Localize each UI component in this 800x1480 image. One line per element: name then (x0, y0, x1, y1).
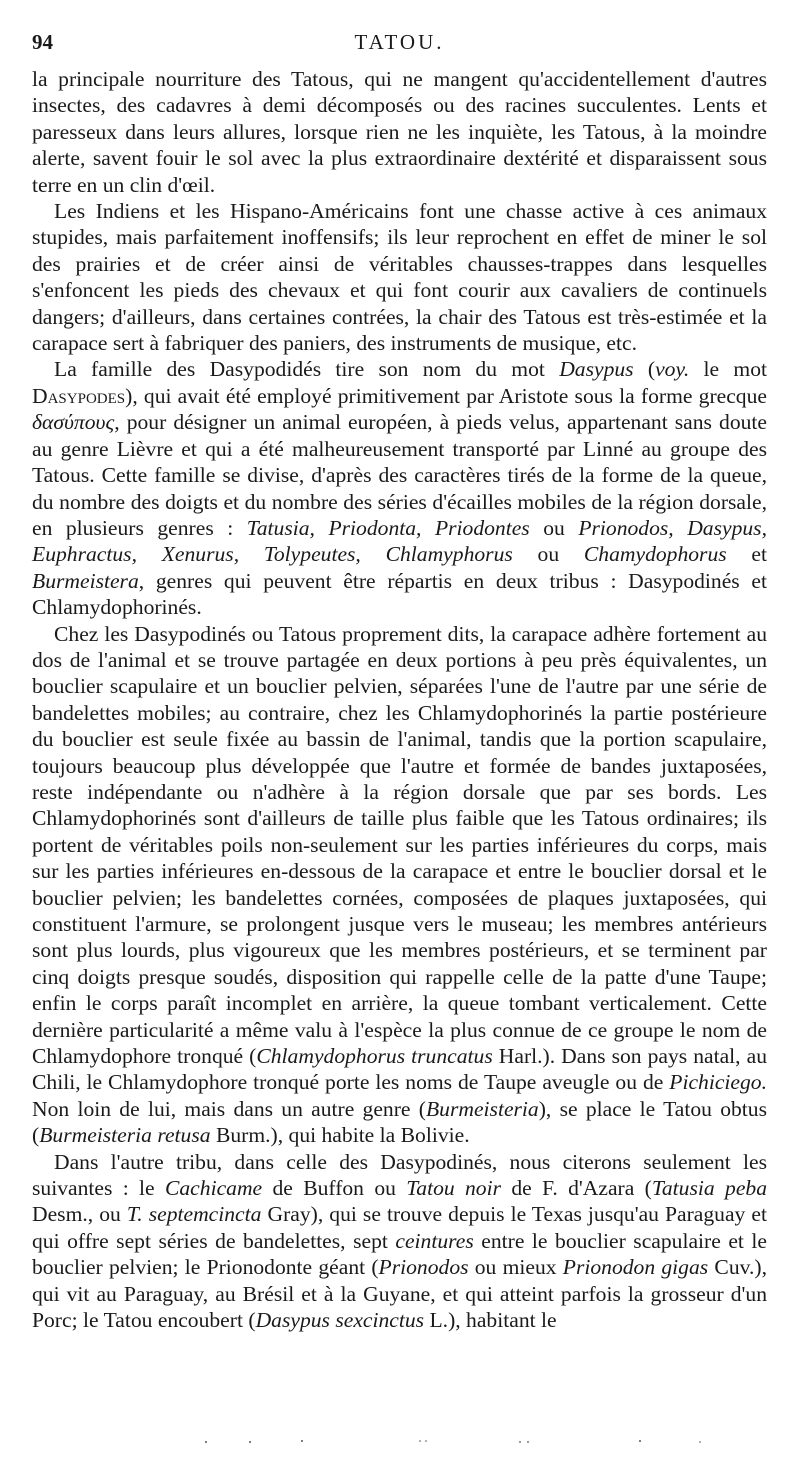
italic-term: Burmeisteria retusa (39, 1123, 211, 1148)
text-run: de Buffon ou (262, 1176, 407, 1201)
text-run: ou (512, 542, 584, 567)
text-run: de F. d'Azara ( (501, 1176, 652, 1201)
italic-term: Burmeisteria (425, 1096, 539, 1121)
italic-term: Prionodos, Dasypus, Euphractus, Xenurus, Tolypeutes, Chlamyphorus (32, 515, 767, 567)
greek-term: δασύπους (32, 410, 115, 435)
text-run: Cuv.), qui vit au Paraguay, au Brésil et à la Guyane, et qui atteint parfois la grosseur d'un Porc; le Tatou encoubert ( (32, 1255, 767, 1333)
italic-term: Tatusia, Priodonta, Priodontes (246, 515, 530, 540)
text-run: le mot (689, 357, 767, 382)
italic-term: Dasypus sexcinctus (255, 1308, 425, 1333)
italic-term: T. septemcincta (126, 1202, 262, 1227)
text-run: ou (529, 515, 579, 540)
text-run: , genres qui peuvent être répartis en deux tribus : Dasypodinés et Chlamydophorinés. (32, 568, 767, 620)
page-number: 94 (32, 30, 53, 54)
paragraph-3 (32, 356, 767, 620)
text-run: entre le bouclier scapulaire et le bouclier pelvien; le Prionodonte géant ( (32, 1228, 767, 1280)
paragraph-2 (32, 198, 767, 356)
text-run: Chez les Dasypodinés ou Tatous proprement dits, la carapace adhère fortement au dos de l'animal et se trouve partagée en deux portions à peu près équivalentes, un bouclier scapulaire et un bouclier pelvien, séparées l'une de l'autre par une série de bandelettes mobiles; au contraire, chez les Chlamydophorinés la partie postérieure du bouclier est seule fixée au bassin de l'animal, tandis que la portion scapulaire, toujours beaucoup plus développée que l'autre et formée de bandes juxtaposées, reste indépendante ou n'adhère à la région dorsale que par ses bords. Les Chlamydophorinés sont d'ailleurs de taille plus faible que les Tatous ordinaires; ils portent de véritables poils non-seulement sur les parties inférieures du corps, mais sur les parties inférieures en-dessous de la carapace et entre le bouclier dorsal et le bouclier pelvien; les bandelettes cornées, composées de plaques juxtaposées, qui constituent l'armure, se prolongent jusque vers le museau; les membres antérieurs sont plus lourds, plus vigoureux que les membres postérieurs, et se terminent par cinq doigts presque soudés, disposition qui rappelle celle de la patte d'une Taupe; enfin le corps paraît incomplet en arrière, la queue tombant verticalement. Cette dernière particularité a même valu à l'espèce la plus connue de ce groupe le nom de Chlamydophore tronqué ( (32, 621, 767, 1069)
italic-term: Dasypus (559, 357, 634, 382)
italic-term: Chamydophorus (583, 542, 727, 567)
text-run: ), qui avait été employé primitivement par Aristote sous la forme grecque (125, 383, 767, 408)
paragraph-1-text: la principale nourriture des Tatous, qui ne mangent qu'accidentellement d'autres insectes, des cadavres à demi décomposés ou des racines succulentes. Lents et paresseux dans leurs allures, lorsque rien ne les inquiète, les Tatous, à la moindre alerte, savent fouir le sol avec la plus extraordinaire dextérité et disparaissent sous terre en un clin d'œil. (32, 67, 767, 197)
small-caps-term: Dasypodes (32, 383, 126, 408)
text-run: Burm.), qui habite la Bolivie. (210, 1123, 470, 1148)
italic-term: ceintures (395, 1228, 474, 1253)
text-run: Non loin de lui, mais dans un autre genre ( (32, 1096, 426, 1121)
text-run: ou mieux (468, 1255, 563, 1280)
italic-term: Cachicame (164, 1176, 263, 1201)
text-run: ( (633, 357, 656, 382)
paragraph-4 (32, 621, 767, 1149)
italic-term: Chlamydophorus truncatus (256, 1044, 493, 1069)
text-run: et (726, 542, 768, 567)
paragraph-2-text: Les Indiens et les Hispano-Américains font une chasse active à ces animaux stupides, mais parfaitement inoffensifs; ils leur reprochent en effet de miner le sol des prairies et de créer ainsi de véritables chausses-trappes dans lesquelles s'enfoncent les pieds des chevaux et qui font courir aux cavaliers de continuels dangers; d'ailleurs, dans certaines contrées, la chair des Tatous est très-estimée et la carapace sert à fabriquer des paniers, des instruments de musique, etc. (32, 199, 767, 356)
text-run: La famille des Dasypodidés tire son nom du mot (54, 357, 560, 382)
text-run: , pour désigner un animal européen, à pieds velus, appartenant sans doute au genre Lièvre et qui a été malheureusement transporté par Linné au groupe des Tatous. Cette famille se divise, d'après des caractères tirés de la forme de la queue, du nombre des doigts et du nombre des séries d'écailles mobiles de la région dorsale, en plusieurs genres : (32, 410, 767, 540)
text-run: Gray), qui se trouve depuis le Texas jusqu'au Paraguay et qui offre sept séries de bandelettes, sept (32, 1202, 767, 1253)
text-run: Harl.). Dans son pays natal, au Chili, le Chlamydophore tronqué porte les noms de Taupe aveugle ou de (32, 1044, 767, 1095)
text-run: ), se place le Tatou obtus ( (32, 1096, 768, 1148)
italic-term: Tatou noir (406, 1176, 502, 1201)
running-head (32, 30, 767, 58)
italic-term: Prionodon gigas (562, 1255, 709, 1280)
text-run: Desm., ou (32, 1202, 127, 1227)
body-text (32, 66, 767, 1334)
italic-term: Prionodos (378, 1255, 469, 1280)
paragraph-5 (32, 1149, 767, 1334)
running-title: TATOU. (354, 30, 445, 54)
text-run: L.), habitant le (424, 1308, 557, 1333)
italic-term: Tatusia peba (651, 1176, 767, 1201)
scan-specks (0, 1430, 800, 1450)
paragraph-1 (32, 66, 767, 198)
italic-term: Pichiciego. (669, 1070, 767, 1095)
italic-term: voy. (655, 357, 690, 382)
italic-term: Burmeistera (32, 568, 139, 593)
text-run: Dans l'autre tribu, dans celle des Dasypodinés, nous citerons seulement les suivantes : le (32, 1149, 767, 1201)
book-page (32, 30, 767, 1334)
